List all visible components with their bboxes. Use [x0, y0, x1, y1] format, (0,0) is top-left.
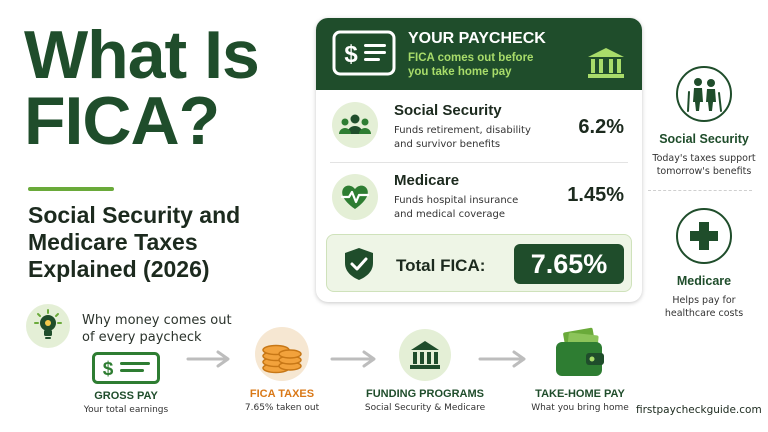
card-subtitle — [408, 51, 578, 79]
row-desc-medicare — [394, 194, 554, 222]
total-fica-label: Total FICA: — [396, 256, 486, 275]
bank-icon — [586, 46, 626, 84]
flow-sub-gross-pay: Your total earnings — [83, 405, 169, 415]
flow-sub-take-home-pay: What you bring home — [531, 403, 629, 413]
flow-arrow-2 — [330, 349, 380, 369]
people-group-icon — [332, 102, 378, 148]
side-desc-social-security — [644, 152, 764, 178]
svg-text:$: $ — [344, 41, 358, 68]
title-divider — [28, 187, 114, 191]
row-title-social-security: Social Security — [394, 102, 502, 119]
side-title-social-security: Social Security — [659, 132, 749, 146]
row-desc-line-1: Funds retirement, disability — [394, 125, 531, 136]
card-title: YOUR PAYCHECK — [408, 30, 546, 47]
side-desc-line-1: Helps pay for — [672, 295, 736, 306]
row-desc-social-security — [394, 124, 554, 152]
paycheck-dollar-icon — [332, 30, 396, 80]
title-line-1: What Is — [24, 17, 259, 93]
paycheck-card — [316, 18, 642, 302]
coins-icon — [252, 326, 312, 386]
lightbulb-icon — [26, 304, 70, 348]
row-desc-line-2: and survivor benefits — [394, 139, 501, 150]
title-line-2: FICA? — [24, 83, 220, 159]
flow-sub-funding-programs: Social Security & Medicare — [364, 403, 486, 413]
bank-icon — [398, 328, 452, 386]
subtitle-line-3: Explained (2026) — [28, 256, 210, 282]
paycheck-icon — [92, 352, 160, 388]
why-line-1: Why money comes out — [82, 313, 232, 328]
why-line-2: of every paycheck — [82, 330, 202, 345]
row-pct-social-security: 6.2% — [578, 116, 624, 138]
subtitle-line-2: Medicare Taxes — [28, 229, 198, 255]
side-desc-medicare — [644, 294, 764, 320]
total-fica-value: 7.65% — [514, 244, 624, 284]
card-subtitle-line-1: FICA comes out before — [408, 52, 534, 64]
svg-text:$: $ — [102, 359, 114, 380]
row-desc-line-2: and medical coverage — [394, 209, 506, 220]
row-divider — [330, 162, 628, 163]
subtitle-line-1: Social Security and — [28, 202, 241, 228]
elderly-couple-icon — [676, 66, 732, 122]
card-subtitle-line-2: you take home pay — [408, 66, 512, 78]
side-divider — [648, 190, 752, 191]
side-title-medicare: Medicare — [676, 274, 732, 288]
side-desc-line-1: Today's taxes support — [652, 153, 756, 164]
side-desc-line-2: tomorrow's benefits — [656, 166, 752, 177]
wallet-icon — [552, 326, 608, 384]
flow-label-gross-pay: GROSS PAY — [94, 390, 158, 402]
flow-arrow-3 — [478, 349, 530, 369]
flow-label-fica-taxes: FICA TAXES — [249, 388, 315, 400]
flow-label-take-home-pay: TAKE-HOME PAY — [535, 388, 625, 400]
medical-cross-icon — [676, 208, 732, 264]
subtitle — [28, 202, 308, 283]
shield-check-icon — [342, 246, 376, 286]
row-pct-medicare: 1.45% — [567, 184, 624, 206]
flow-sub-fica-taxes: 7.65% taken out — [244, 403, 320, 413]
row-title-medicare: Medicare — [394, 172, 460, 189]
page-title — [24, 17, 314, 159]
site-url: firstpaycheckguide.com — [636, 404, 762, 416]
row-desc-line-1: Funds hospital insurance — [394, 195, 519, 206]
side-desc-line-2: healthcare costs — [664, 308, 744, 319]
heart-pulse-icon — [332, 174, 378, 220]
flow-label-funding-programs: FUNDING PROGRAMS — [366, 388, 484, 400]
flow-arrow-1 — [186, 349, 234, 369]
